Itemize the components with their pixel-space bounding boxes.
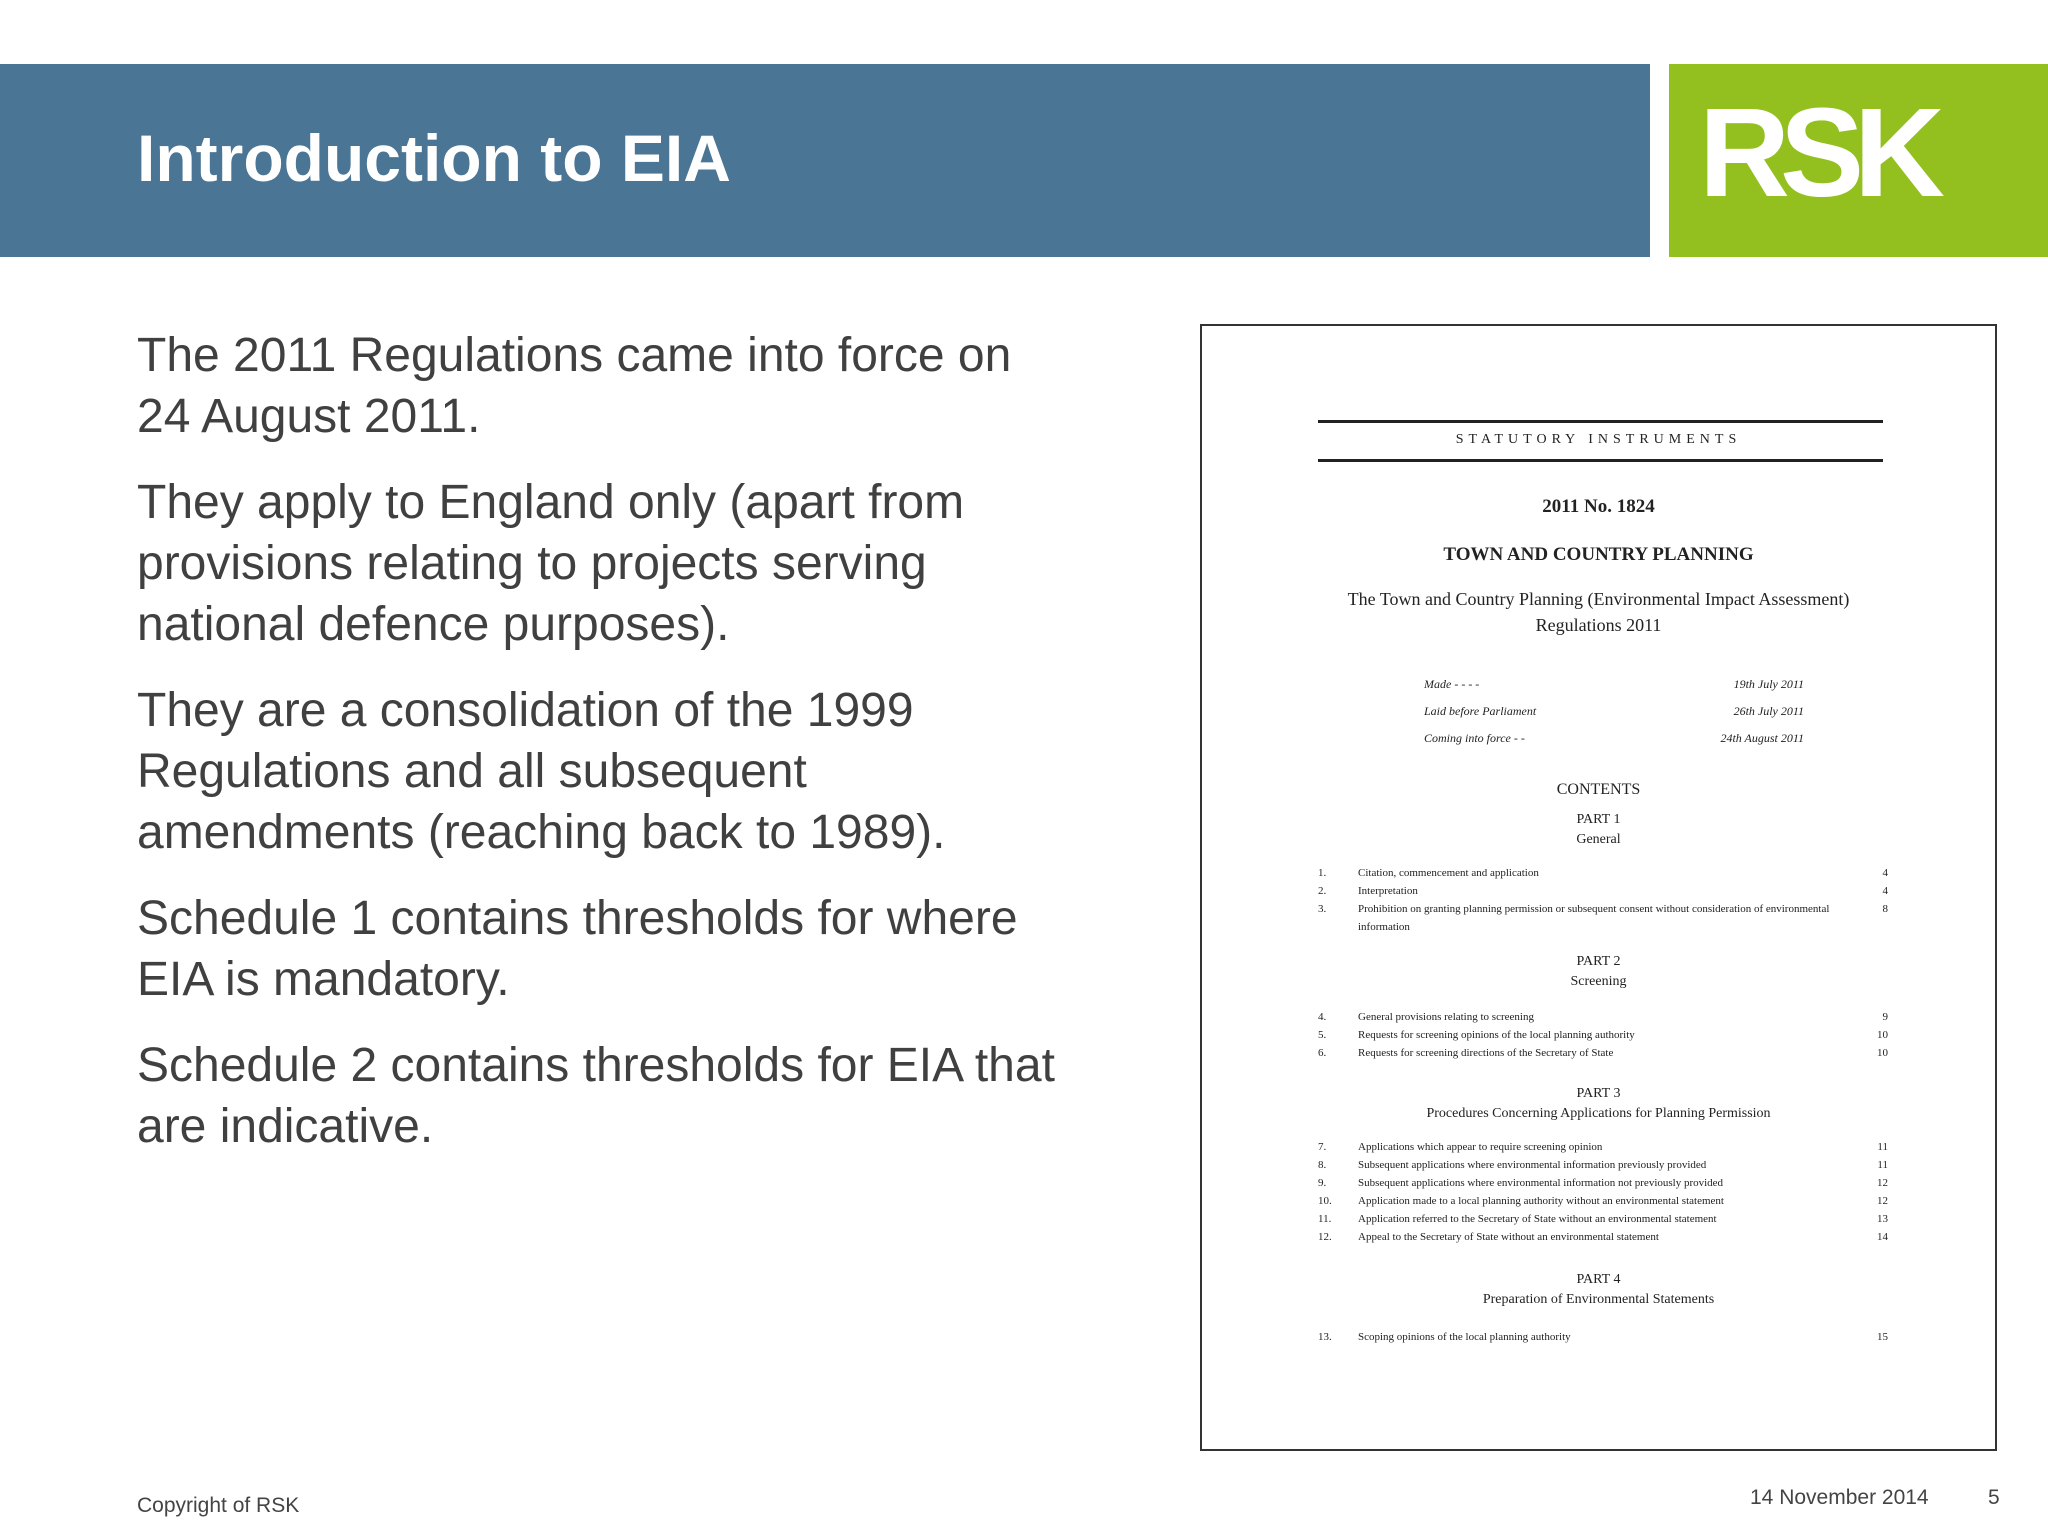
contents-heading: CONTENTS — [1556, 781, 1641, 798]
part-number: PART 4 — [1576, 1272, 1621, 1287]
toc-item: 7. Applications which appear to require screening opinion 11 — [1318, 1141, 1888, 1153]
doc-series: STATUTORY INSTRUMENTS — [1455, 432, 1742, 447]
doc-number: 2011 No. 1824 — [1542, 496, 1655, 517]
slide-title: Introduction to EIA — [137, 121, 731, 195]
toc-item: 9. Subsequent applications where environmental information not previously provided 12 — [1318, 1177, 1888, 1189]
toc-item: 2. Interpretation 4 — [1318, 885, 1888, 897]
date-label: Coming into force - - — [1424, 731, 1525, 745]
part-number: PART 1 — [1576, 812, 1621, 827]
regulations-document-image — [1200, 324, 1997, 1451]
part-number: PART 3 — [1576, 1086, 1621, 1101]
date-value: 19th July 2011 — [1733, 677, 1804, 691]
toc-item: 6. Requests for screening directions of the Secretary of State 10 — [1318, 1047, 1888, 1059]
toc-item: 4. General provisions relating to screening 9 — [1318, 1011, 1888, 1023]
part-name: Procedures Concerning Applications for Planning Permission — [1426, 1106, 1771, 1121]
part-name: Screening — [1570, 974, 1627, 989]
top-rule — [1318, 420, 1883, 423]
date-label: Made - - - - — [1424, 677, 1480, 691]
date-row — [1424, 704, 1804, 731]
toc-item: 3. Prohibition on granting planning permission or subsequent consent without consideration of environmental information 8 — [1318, 903, 1888, 933]
bullet-item: Schedule 1 contains thresholds for where EIA is mandatory. — [137, 892, 1018, 1006]
bullet-item: They apply to England only (apart from provisions relating to projects serving national defence purposes). — [137, 476, 965, 651]
date-row — [1424, 731, 1804, 758]
toc-item: 12. Appeal to the Secretary of State without an environmental statement 14 — [1318, 1231, 1888, 1243]
toc-section — [1318, 1138, 1888, 1246]
toc-item: 10. Application made to a local planning authority without an environmental statement 12 — [1318, 1195, 1888, 1207]
date-label: Laid before Parliament — [1424, 704, 1537, 718]
bullet-item: The 2011 Regulations came into force on 24 August 2011. — [137, 329, 1012, 443]
part-heading — [1202, 1084, 1995, 1124]
toc-section — [1318, 1328, 1888, 1346]
part-name: General — [1576, 832, 1621, 847]
toc-item: 8. Subsequent applications where environmental information previously provided 11 — [1318, 1159, 1888, 1171]
logo-text: RSK — [1699, 82, 1936, 223]
page-number: 5 — [1988, 1486, 2000, 1509]
bullet-item: They are a consolidation of the 1999 Regulations and all subsequent amendments (reaching back to 1989). — [137, 684, 946, 859]
date-value: 24th August 2011 — [1720, 731, 1804, 745]
part-heading — [1202, 952, 1995, 992]
bottom-rule — [1318, 459, 1883, 462]
date-row — [1424, 677, 1804, 704]
doc-subject: TOWN AND COUNTRY PLANNING — [1443, 544, 1754, 565]
footer-date: 14 November 2014 — [1750, 1486, 1929, 1509]
part-number: PART 2 — [1576, 954, 1621, 969]
part-heading — [1202, 810, 1995, 850]
toc-item: 13. Scoping opinions of the local planning authority 15 — [1318, 1331, 1888, 1343]
toc-section — [1318, 1008, 1888, 1062]
doc-dates — [1424, 677, 1804, 758]
doc-title: The Town and Country Planning (Environmental Impact Assessment) Regulations 2011 — [1347, 589, 1850, 635]
toc-item: 1. Citation, commencement and application 4 — [1318, 867, 1888, 879]
bullet-item: Schedule 2 contains thresholds for EIA that are indicative. — [137, 1039, 1055, 1153]
part-heading — [1202, 1270, 1995, 1310]
rsk-logo — [1669, 64, 2048, 257]
toc-section — [1318, 864, 1888, 936]
copyright-text: Copyright of RSK — [137, 1494, 300, 1517]
toc-item: 11. Application referred to the Secretary of State without an environmental statement 13 — [1318, 1213, 1888, 1225]
part-name: Preparation of Environmental Statements — [1482, 1292, 1715, 1307]
bullet-list — [137, 325, 1067, 1182]
toc-item: 5. Requests for screening opinions of the local planning authority 10 — [1318, 1029, 1888, 1041]
date-value: 26th July 2011 — [1733, 704, 1804, 718]
